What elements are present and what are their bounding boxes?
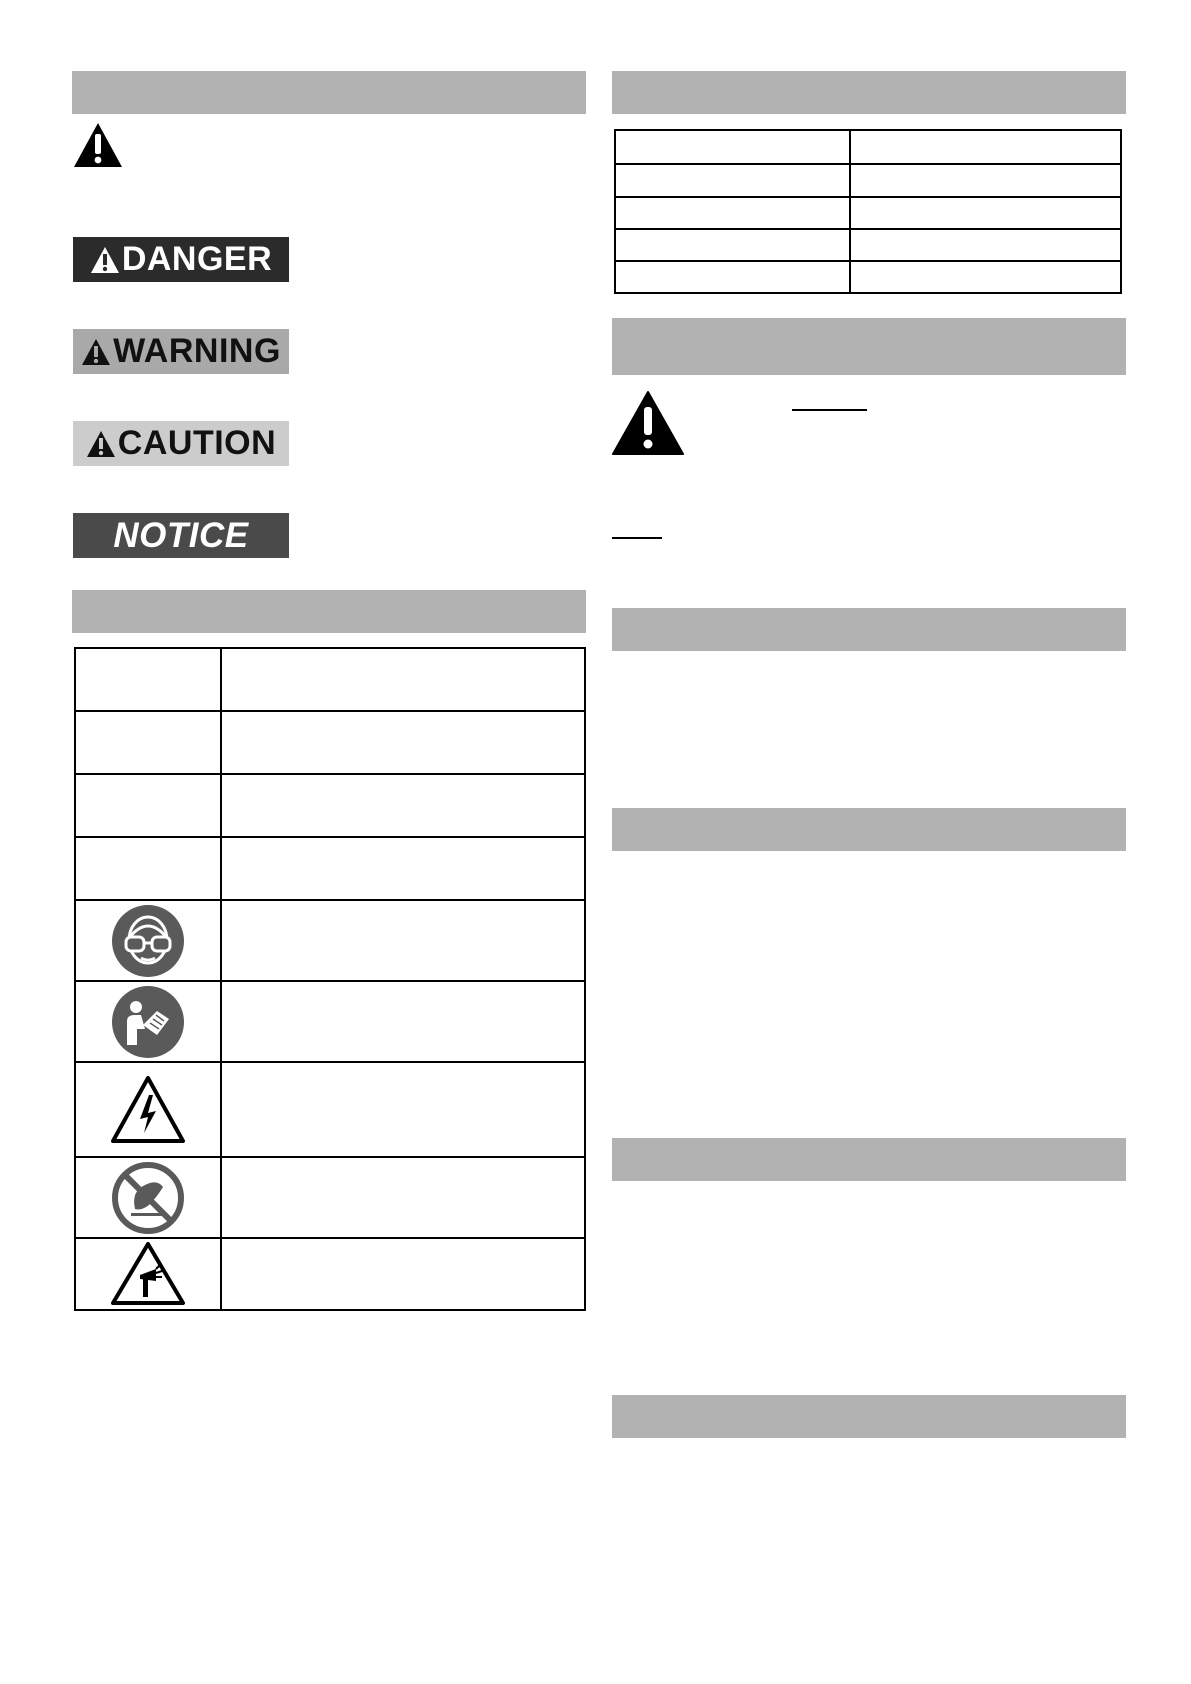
table-row xyxy=(75,711,585,774)
section-header-bar-3 xyxy=(612,71,1126,114)
section-header-bar-6 xyxy=(612,808,1126,851)
warning-triangle-icon xyxy=(611,390,685,456)
underline-rule xyxy=(792,409,867,411)
warning-triangle-icon xyxy=(81,338,111,366)
table-row xyxy=(615,197,1121,229)
electric-shock-icon xyxy=(110,1075,186,1145)
table-row xyxy=(75,1238,585,1310)
table-row xyxy=(75,1062,585,1157)
table-row xyxy=(615,130,1121,164)
table-row xyxy=(75,900,585,981)
warning-label: WARNING xyxy=(113,332,281,370)
table-row xyxy=(75,648,585,711)
cut-hazard-icon xyxy=(110,1241,186,1307)
warning-signal-panel xyxy=(73,329,289,374)
danger-signal-panel xyxy=(73,237,289,282)
table-row xyxy=(615,164,1121,197)
caution-label: CAUTION xyxy=(117,424,277,462)
section-header-bar-7 xyxy=(612,1138,1126,1181)
table-row xyxy=(75,837,585,900)
specifications-table xyxy=(614,129,1122,294)
table-row xyxy=(615,261,1121,293)
underline-rule xyxy=(612,537,662,539)
table-row xyxy=(75,1157,585,1238)
warning-triangle-icon xyxy=(72,121,124,169)
eye-protection-icon xyxy=(111,904,185,978)
section-header-bar-8 xyxy=(612,1395,1126,1438)
warning-triangle-icon xyxy=(86,430,116,458)
section-header-bar-5 xyxy=(612,608,1126,651)
read-manual-icon xyxy=(111,985,185,1059)
notice-signal-panel xyxy=(73,513,289,558)
symbol-table xyxy=(74,647,586,1311)
table-row xyxy=(75,774,585,837)
section-header-bar-2 xyxy=(72,590,586,633)
section-header-bar-1 xyxy=(72,71,586,114)
warning-triangle-icon xyxy=(90,246,120,274)
danger-label: DANGER xyxy=(121,240,273,278)
caution-signal-panel xyxy=(73,421,289,466)
table-row xyxy=(75,981,585,1062)
no-touch-icon xyxy=(111,1161,185,1235)
notice-label: NOTICE xyxy=(113,515,249,555)
section-header-bar-4 xyxy=(612,318,1126,375)
table-row xyxy=(615,229,1121,261)
